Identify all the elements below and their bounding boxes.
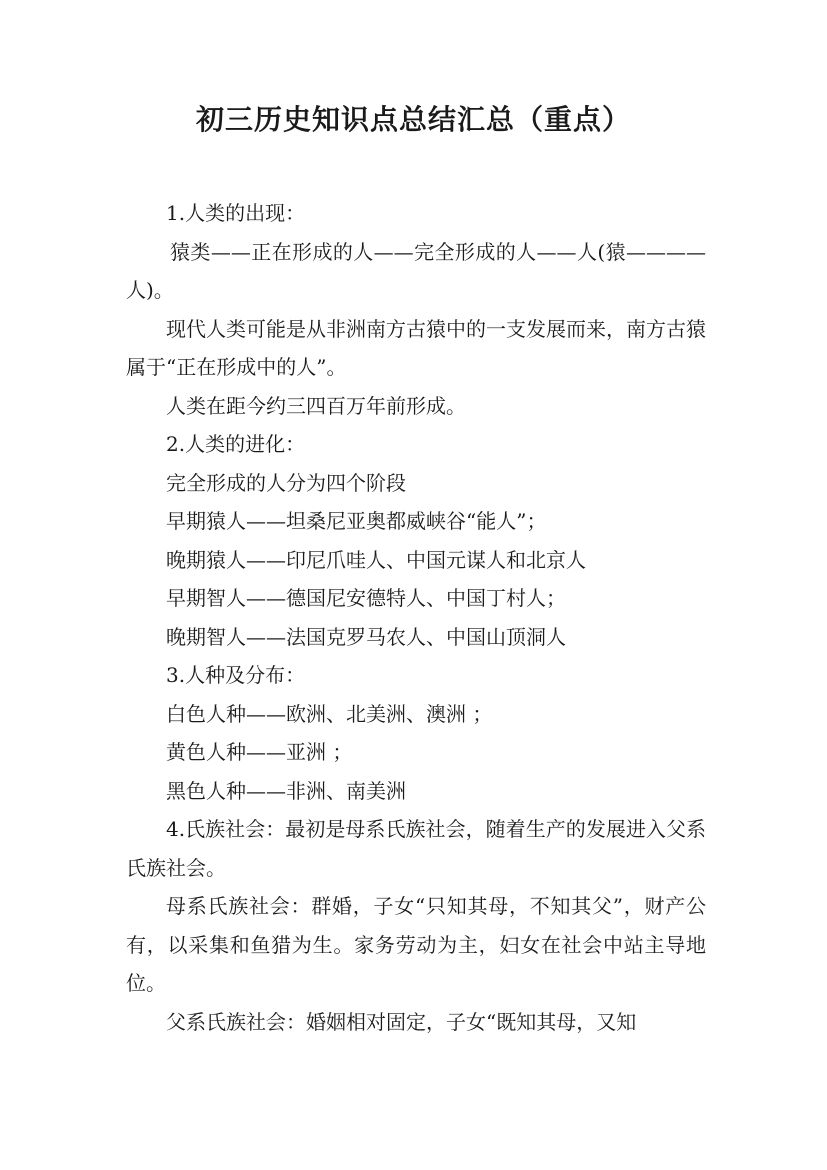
paragraph-16: 母系氏族社会：群婚，子女“只知其母，不知其父”，财产公有，以采集和鱼猎为生。家务劳动为主，妇女在社会中站主导地位。	[126, 894, 706, 995]
paragraph-2: 猿类——正在形成的人——完全形成的人——人(猿————人)。	[126, 239, 706, 302]
document-body	[126, 194, 706, 1041]
paragraph-13: 黄色人种——亚洲 ；	[166, 740, 353, 764]
paragraph-9: 早期智人——德国尼安德特人、中国丁村人；	[166, 586, 566, 610]
paragraph-12: 白色人种——欧洲、北美洲、澳洲 ；	[166, 701, 493, 726]
paragraph-17: 父系氏族社会：婚姻相对固定，子女“既知其母，又知	[166, 1009, 637, 1034]
paragraph-3: 现代人类可能是从非洲南方古猿中的一支发展而来，南方古猿属于“正在形成中的人”。	[126, 316, 706, 379]
document-title: 初三历史知识点总结汇总（重点）	[195, 103, 631, 136]
paragraph-10: 晚期智人——法国克罗马农人、中国山顶洞人	[166, 624, 566, 649]
paragraph-4: 人类在距今约三四百万年前形成。	[166, 393, 466, 418]
paragraph-5: 2.人类的进化：	[166, 432, 306, 456]
paragraph-11: 3.人种及分布：	[166, 663, 306, 687]
paragraph-1: 1.人类的出现：	[166, 201, 306, 225]
paragraph-8: 晚期猿人——印尼爪哇人、中国元谋人和北京人	[166, 547, 586, 572]
paragraph-14: 黑色人种——非洲、南美洲	[166, 778, 406, 803]
paragraph-15: 4.氏族社会：最初是母系氏族社会，随着生产的发展进入父系氏族社会。	[126, 817, 706, 880]
paragraph-6: 完全形成的人分为四个阶段	[166, 470, 406, 495]
paragraph-7: 早期猿人——坦桑尼亚奥都威峡谷“能人”；	[166, 509, 547, 533]
